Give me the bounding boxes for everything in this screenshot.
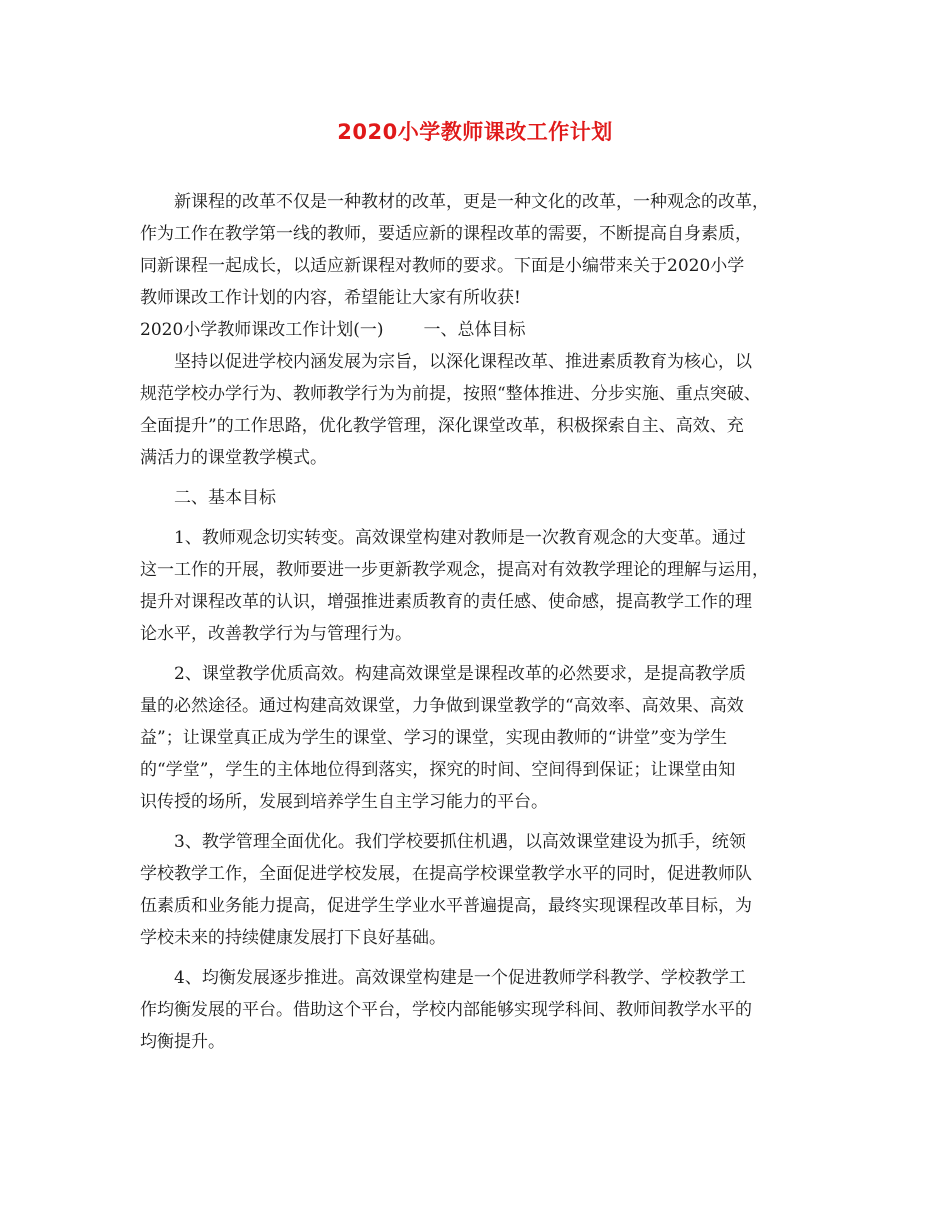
section2-heading: 二、基本目标 <box>174 488 276 508</box>
section1-line: 满活力的课堂教学模式。 <box>140 448 327 468</box>
item4-line: 4、均衡发展逐步推进。高效课堂构建是一个促进教师学科教学、学校教学工 <box>174 968 746 988</box>
item1-line: 1、教师观念切实转变。高效课堂构建对教师是一次教育观念的大变革。通过 <box>174 528 746 548</box>
item3-line: 3、教学管理全面优化。我们学校要抓住机遇，以高效课堂建设为抓手，统领 <box>174 832 746 852</box>
item2-line: 2、课堂教学优质高效。构建高效课堂是课程改革的必然要求，是提高教学质 <box>174 664 746 684</box>
item4-line: 均衡提升。 <box>140 1032 225 1052</box>
item3-line: 学校教学工作，全面促进学校发展，在提高学校课堂教学水平的同时，促进教师队 <box>140 864 752 884</box>
intro-line: 同新课程一起成长，以适应新课程对教师的要求。下面是小编带来关于2020小学 <box>140 256 745 276</box>
intro-line: 教师课改工作计划的内容，希望能让大家有所收获! <box>140 288 521 308</box>
intro-line: 新课程的改革不仅是一种教材的改革，更是一种文化的改革，一种观念的改革， <box>174 192 769 212</box>
section1-line: 规范学校办学行为、教师教学行为为前提，按照“整体推进、分步实施、重点突破、 <box>140 384 761 404</box>
section1-line: 坚持以促进学校内涵发展为宗旨，以深化课程改革、推进素质教育为核心，以 <box>174 352 752 372</box>
item1-line: 提升对课程改革的认识，增强推进素质教育的责任感、使命感，提高教学工作的理 <box>140 592 752 612</box>
item2-line: 益”；让课堂真正成为学生的课堂、学习的课堂，实现由教师的“讲堂”变为学生 <box>140 728 728 748</box>
section1-heading: 一、总体目标 <box>423 320 526 340</box>
document-body <box>140 186 830 1058</box>
item3-line: 伍素质和业务能力提高，促进学生学业水平普遍提高，最终实现课程改革目标，为 <box>140 896 752 916</box>
item3-line: 学校未来的持续健康发展打下良好基础。 <box>140 928 446 948</box>
plan-heading-row <box>140 314 830 346</box>
document-title: 2020小学教师课改工作计划 <box>337 120 613 144</box>
item2-line: 量的必然途径。通过构建高效课堂，力争做到课堂教学的“高效率、高效果、高效 <box>140 696 744 716</box>
plan-heading: 2020小学教师课改工作计划(一) <box>140 320 384 340</box>
item2-line: 识传授的场所，发展到培养学生自主学习能力的平台。 <box>140 792 548 812</box>
item4-line: 作均衡发展的平台。借助这个平台，学校内部能够实现学科间、教师间教学水平的 <box>140 1000 752 1020</box>
item1-line: 论水平，改善教学行为与管理行为。 <box>140 624 412 644</box>
item1-line: 这一工作的开展，教师要进一步更新教学观念，提高对有效教学理论的理解与运用， <box>140 560 769 580</box>
item2-line: 的“学堂”，学生的主体地位得到落实，探究的时间、空间得到保证；让课堂由知 <box>140 760 736 780</box>
intro-line: 作为工作在教学第一线的教师，要适应新的课程改革的需要，不断提高自身素质， <box>140 224 752 244</box>
section1-line: 全面提升”的工作思路，优化教学管理，深化课堂改革，积极探索自主、高效、充 <box>140 416 744 436</box>
